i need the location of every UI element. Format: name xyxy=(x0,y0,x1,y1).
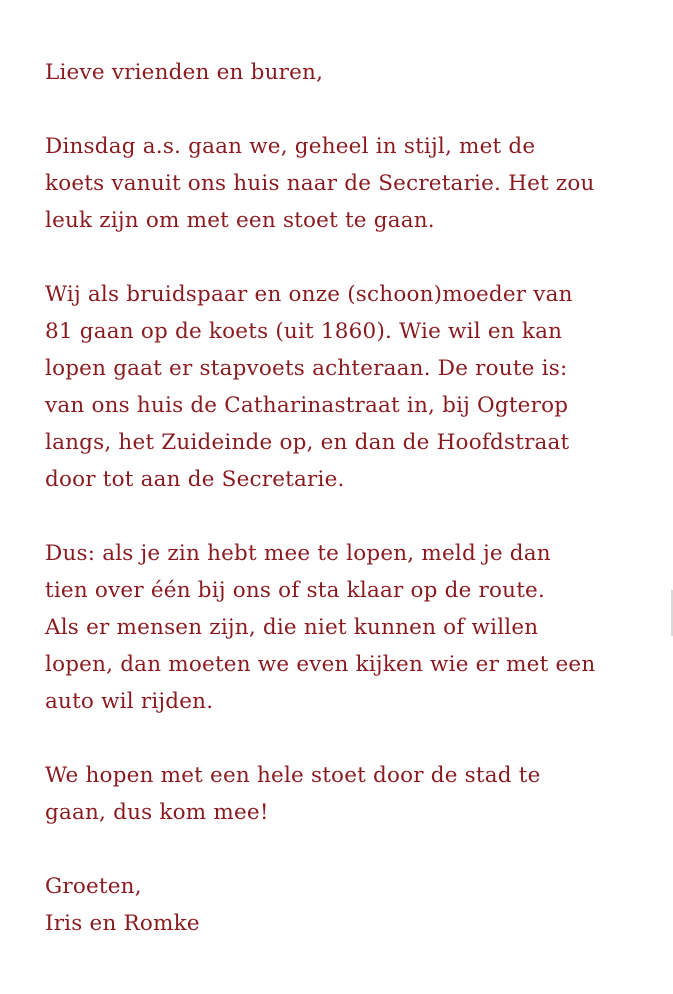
paragraph-line: Wij als bruidspaar en onze (schoon)moeder van xyxy=(45,282,573,307)
paragraph-line: van ons huis de Catharinastraat in, bij Ogterop xyxy=(45,393,569,418)
paragraph-gap xyxy=(45,720,645,757)
paragraph-3 xyxy=(45,535,645,720)
paragraph-line: We hopen met een hele stoet door de stad te xyxy=(45,763,541,788)
paragraph-gap xyxy=(45,831,645,868)
signature: Iris en Romke xyxy=(45,911,200,936)
paragraph-2 xyxy=(45,276,645,498)
paragraph-line: langs, het Zuideinde op, en dan de Hoofdstraat xyxy=(45,430,570,455)
paragraph-line: tien over één bij ons of sta klaar op de route. xyxy=(45,578,546,603)
paragraph-line: auto wil rijden. xyxy=(45,689,214,714)
paragraph-4 xyxy=(45,757,645,831)
paragraph-1 xyxy=(45,128,645,239)
paragraph-gap xyxy=(45,91,645,128)
greeting: Lieve vrienden en buren, xyxy=(45,60,324,85)
paragraph-line: Dinsdag a.s. gaan we, geheel in stijl, met de xyxy=(45,134,536,159)
paragraph-line: koets vanuit ons huis naar de Secretarie. Het zou xyxy=(45,171,595,196)
paragraph-gap xyxy=(45,498,645,535)
paragraph-gap xyxy=(45,239,645,276)
paragraph-line: Dus: als je zin hebt mee te lopen, meld je dan xyxy=(45,541,551,566)
paragraph-line: lopen, dan moeten we even kijken wie er met een xyxy=(45,652,596,677)
closing: Groeten, xyxy=(45,874,142,899)
paragraph-line: door tot aan de Secretarie. xyxy=(45,467,345,492)
paragraph-line: 81 gaan op de koets (uit 1860). Wie wil en kan xyxy=(45,319,563,344)
paragraph-line: Als er mensen zijn, die niet kunnen of willen xyxy=(45,615,539,640)
paragraph-line: gaan, dus kom mee! xyxy=(45,800,269,825)
paragraph-line: leuk zijn om met een stoet te gaan. xyxy=(45,208,435,233)
letter-body xyxy=(45,54,645,942)
paragraph-line: lopen gaat er stapvoets achteraan. De route is: xyxy=(45,356,568,381)
